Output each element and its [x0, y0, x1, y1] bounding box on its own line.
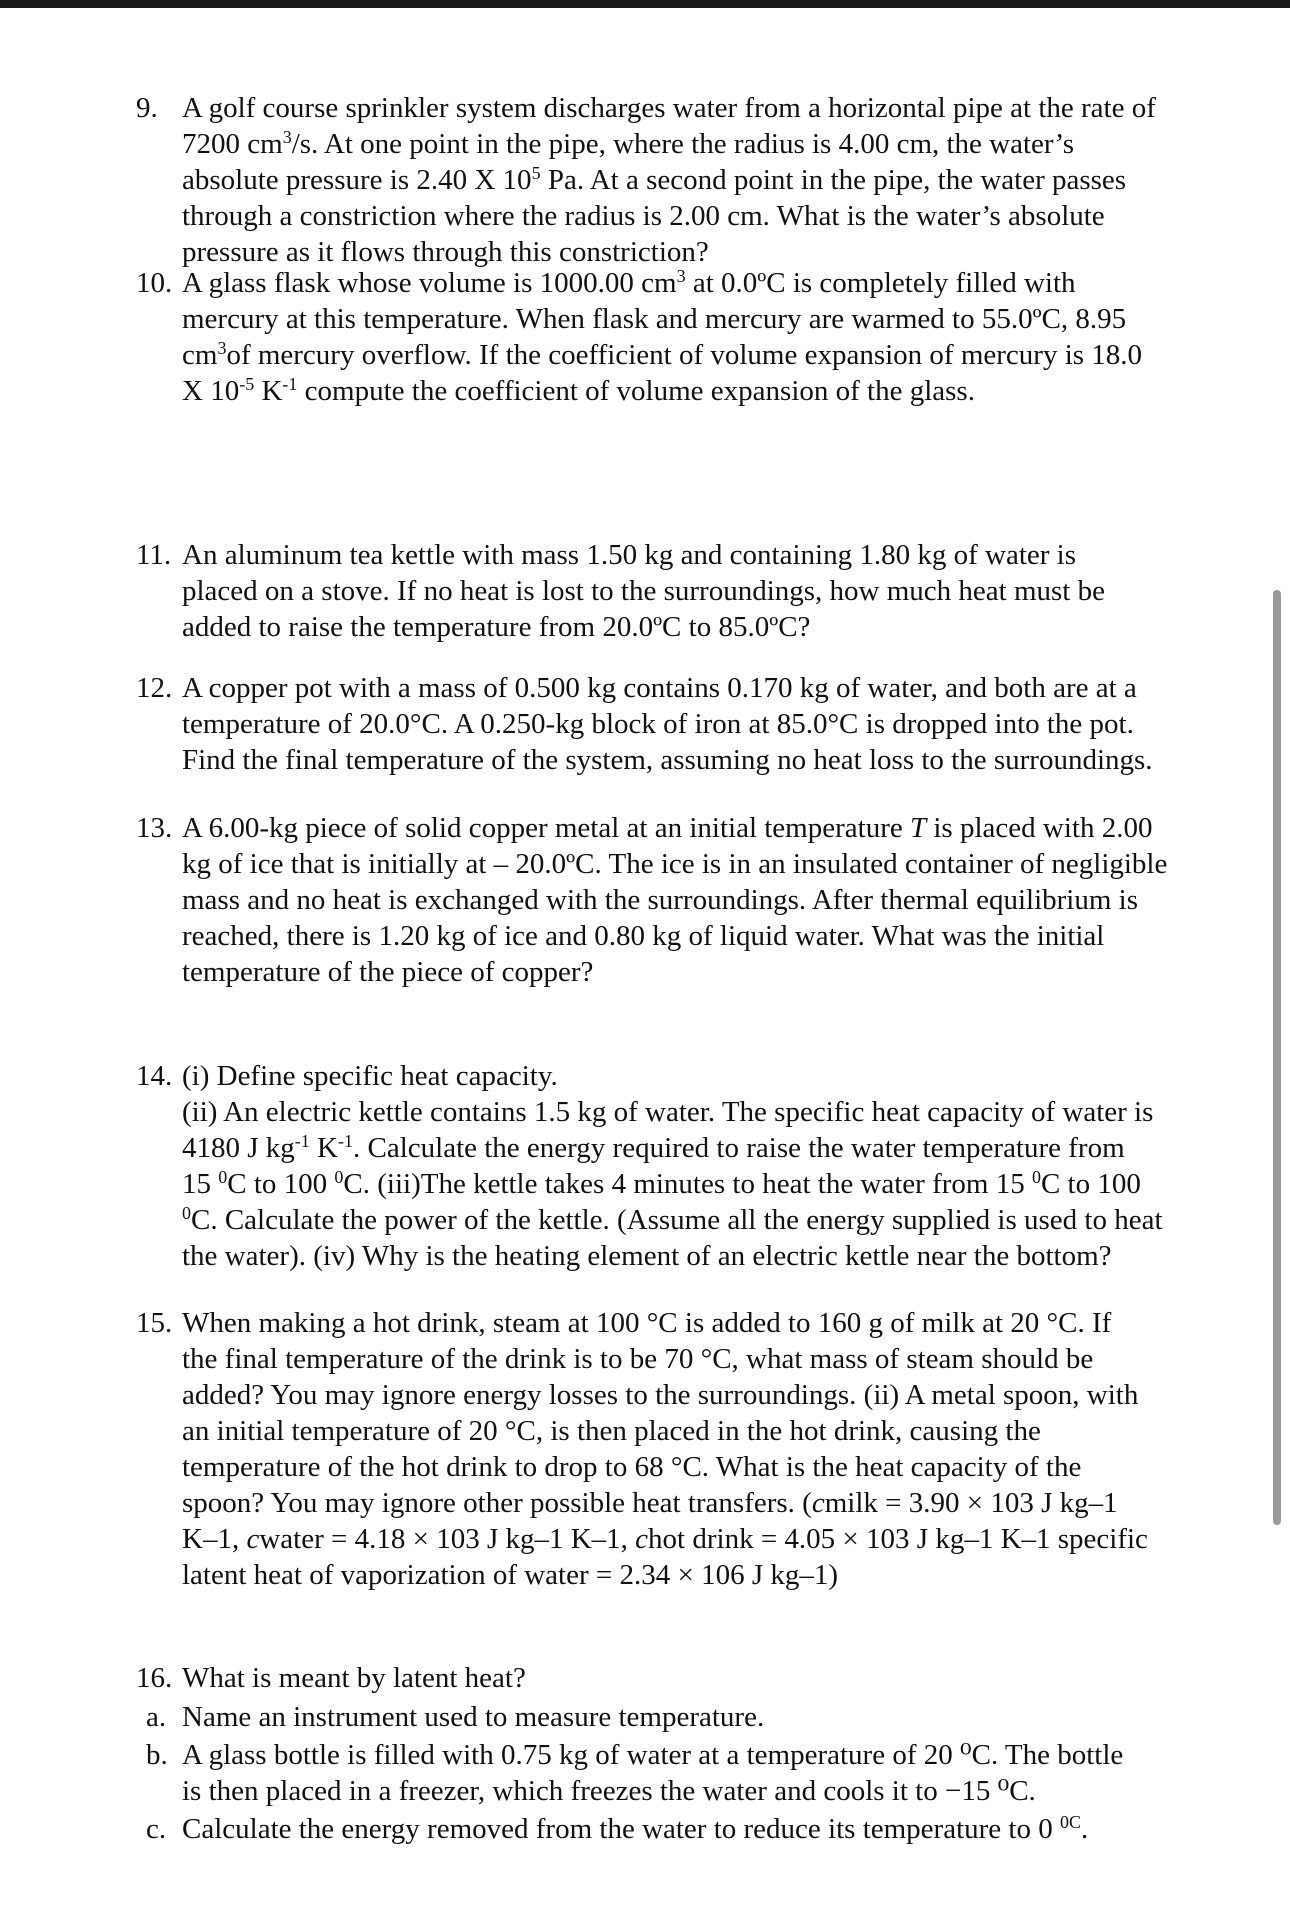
- question-number: 12.: [136, 672, 173, 704]
- question-15: [136, 1305, 1208, 1593]
- question-10: [136, 265, 1208, 409]
- sub-question-letter: b.: [146, 1739, 168, 1771]
- question-number: 16.: [136, 1662, 173, 1694]
- question-12: [136, 670, 1208, 778]
- question-13: [136, 810, 1208, 990]
- sub-question-letter: a.: [146, 1701, 167, 1733]
- question-number: 14.: [136, 1060, 173, 1092]
- sub-question-c: c. Calculate the energy removed from the water to reduce its temperature to 0 $^{0C}$.: [146, 1812, 1089, 1845]
- question-11: [136, 537, 1208, 645]
- question-text: A copper pot with a mass of 0.500 kg contains 0.170 kg of water, and both are at a temperature of 20.0°C. A 0.250-kg block of iron at 85.0°C is dropped into the pot. Find the final temperature of the system, assuming no heat loss to the surroundings.: [182, 672, 1153, 776]
- question-text: When making a hot drink, steam at 100 °C is added to 160 g of milk at 20 °C. If the final temperature of the drink is to be 70 °C, what mass of steam should be added? You may ignore energy losses to the surroundings. (ii) A metal spoon, with an initial temperature of 20 °C, is then placed in the hot drink, causing the temperature of the hot drink to drop to 68 °C. What is the heat capacity of the spoon? You may ignore other possible heat transfers. (cmilk = 3.90 × 103 J kg–1 K–1, cwater = 4.18 × 103 J kg–1 K–1, chot drink = 4.05 × 103 J kg–1 K–1 specific latent heat of vaporization of water = 2.34 × 106 J kg–1): [182, 1307, 1148, 1591]
- question-14: [136, 1058, 1208, 1274]
- sub-question-a: a. Name an instrument used to measure temperature.: [146, 1701, 765, 1733]
- top-bar: [0, 0, 1290, 8]
- question-text: What is meant by latent heat?: [182, 1662, 526, 1694]
- question-text: A golf course sprinkler system discharges water from a horizontal pipe at the rate of 7200 $cm^3/s$. At one point in the pipe, where the radius is 4.00 cm, the water’s absolute pressure is 2.40 X $10^5$ Pa. At a second point in the pipe, the water passes through a constriction where the radius is 2.00 cm. What is the water’s absolute pressure as it flows through this constriction?: [182, 92, 1156, 268]
- question-9: [136, 90, 1208, 270]
- question-number: 15.: [136, 1307, 173, 1339]
- question-text: A 6.00-kg piece of solid copper metal at an initial temperature T is placed with 2.00 kg of ice that is initially at – 20.0ºC. The ice is in an insulated container of negligible mass and no heat is exchanged with the surroundings. After thermal equilibrium is reached, there is 1.20 kg of ice and 0.80 kg of liquid water. What was the initial temperature of the piece of copper?: [182, 812, 1168, 988]
- question-number: 10.: [136, 267, 173, 299]
- question-number: 13.: [136, 812, 173, 844]
- sub-question-b: b. A glass bottle is filled with 0.75 kg of water at a temperature of 20 ⁰C. The bottle is then placed in a freezer, which freezes the water and cools it to −15 ⁰C.: [146, 1739, 1124, 1807]
- question-number: 11.: [136, 539, 172, 571]
- question-text: An aluminum tea kettle with mass 1.50 kg and containing 1.80 kg of water is placed on a stove. If no heat is lost to the surroundings, how much heat must be added to raise the temperature from 20.0ºC to 85.0ºC?: [182, 539, 1105, 643]
- question-number: 9.: [136, 92, 158, 124]
- question-text: A glass flask whose volume is 1000.00 $cm^3$ at 0.0ºC is completely filled with mercury at this temperature. When flask and mercury are warmed to 55.0ºC, 8.95 $cm^3of$ mercury overflow. If the coefficient of volume expansion of mercury is 18.0 X $10^{-5}$ $K^{-1}$ compute the coefficient of volume expansion of the glass.: [182, 266, 1143, 407]
- scrollbar[interactable]: [1273, 590, 1281, 1525]
- question-16: [136, 1660, 1208, 1696]
- sub-question-letter: c.: [146, 1813, 167, 1845]
- question-text: (i) Define specific heat capacity. (ii) An electric kettle contains 1.5 kg of water. The specific heat capacity of water is 4180 J $kg^{-1}$ $K^{-1}$. Calculate the energy required to raise the water temperature from 15 $^0$C to 100 $^0$C. (iii)The kettle takes 4 minutes to heat the water from 15 $^0$C to 100 $^0$C. Calculate the power of the kettle. (Assume all the energy supplied is used to heat the water). (iv) Why is the heating element of an electric kettle near the bottom?: [182, 1060, 1163, 1272]
